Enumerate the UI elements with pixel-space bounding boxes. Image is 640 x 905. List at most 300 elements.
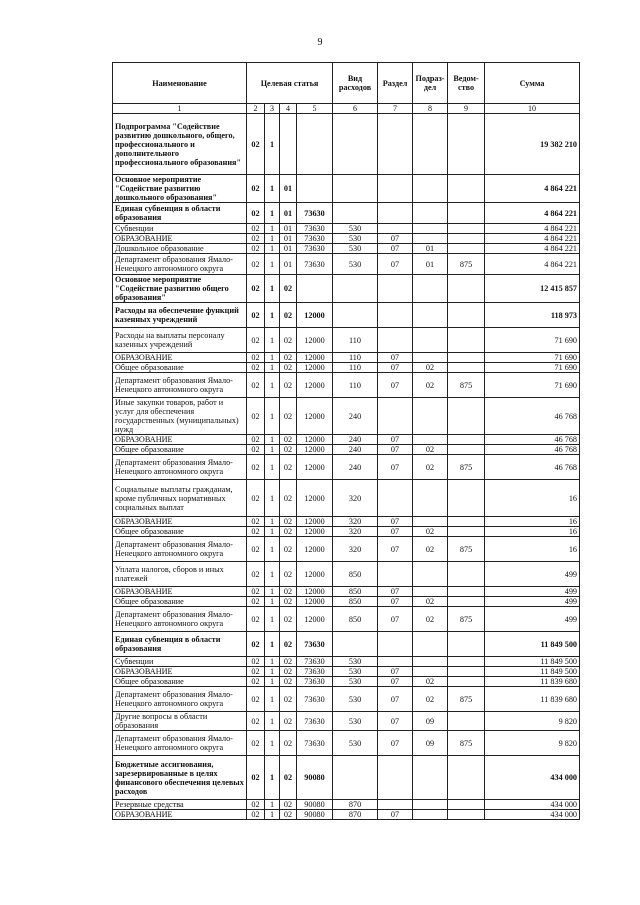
row-name: Общее образование (113, 597, 247, 607)
row-name: Общее образование (113, 527, 247, 537)
row-target-code-4: 12000 (297, 445, 333, 455)
row-name: Департамент образования Ямало-Ненецкого автономного округа (113, 373, 247, 398)
row-name: ОБРАЗОВАНИЕ (113, 353, 247, 363)
row-razdel (378, 175, 413, 203)
row-vid: 240 (333, 398, 378, 435)
column-index: 8 (413, 104, 448, 114)
row-razdel: 07 (378, 607, 413, 632)
row-target-code-2: 1 (265, 398, 280, 435)
row-target-code-3: 02 (280, 328, 297, 353)
row-name: Единая субвенция в области образования (113, 632, 247, 657)
row-vedomstvo (448, 398, 485, 435)
row-vid: 530 (333, 234, 378, 244)
row-name: ОБРАЗОВАНИЕ (113, 517, 247, 527)
row-vedomstvo (448, 712, 485, 731)
row-name: Общее образование (113, 445, 247, 455)
row-name: Расходы на обеспечение функций казенных учреждений (113, 303, 247, 328)
table-header-row (113, 63, 580, 104)
row-vedomstvo (448, 234, 485, 244)
table-row (113, 597, 580, 607)
table-row (113, 275, 580, 303)
row-target-code-1: 02 (247, 175, 265, 203)
row-target-code-1: 02 (247, 687, 265, 712)
row-podrazdel: 02 (413, 373, 448, 398)
row-target-code-2: 1 (265, 480, 280, 517)
row-vid: 240 (333, 445, 378, 455)
table-row (113, 657, 580, 667)
row-name: Департамент образования Ямало-Ненецкого автономного округа (113, 607, 247, 632)
row-target-code-2: 1 (265, 587, 280, 597)
row-podrazdel (413, 587, 448, 597)
row-razdel: 07 (378, 527, 413, 537)
row-name: Иные закупки товаров, работ и услуг для обеспечения государственных (муниципальных) нужд (113, 398, 247, 435)
row-vid: 320 (333, 480, 378, 517)
row-podrazdel (413, 632, 448, 657)
row-sum: 4 864 221 (485, 224, 580, 234)
row-sum: 4 864 221 (485, 175, 580, 203)
row-podrazdel: 01 (413, 254, 448, 275)
row-target-code-4: 73630 (297, 712, 333, 731)
column-index: 4 (280, 104, 297, 114)
row-target-code-1: 02 (247, 303, 265, 328)
row-target-code-2: 1 (265, 254, 280, 275)
row-sum: 11 849 500 (485, 657, 580, 667)
row-vid: 530 (333, 687, 378, 712)
row-target-code-3: 02 (280, 455, 297, 480)
row-target-code-4: 73630 (297, 244, 333, 254)
row-razdel (378, 756, 413, 800)
row-name: Общее образование (113, 363, 247, 373)
row-vedomstvo (448, 445, 485, 455)
row-sum: 4 864 221 (485, 244, 580, 254)
row-vedomstvo: 875 (448, 373, 485, 398)
row-vid: 110 (333, 373, 378, 398)
row-target-code-2: 1 (265, 353, 280, 363)
column-index: 10 (485, 104, 580, 114)
row-sum: 71 690 (485, 363, 580, 373)
row-razdel (378, 275, 413, 303)
row-razdel: 07 (378, 244, 413, 254)
row-razdel (378, 800, 413, 810)
table-row (113, 224, 580, 234)
row-name: Единая субвенция в области образования (113, 203, 247, 224)
row-sum: 71 690 (485, 353, 580, 363)
row-razdel: 07 (378, 517, 413, 527)
table-row (113, 537, 580, 562)
row-podrazdel: 09 (413, 731, 448, 756)
row-target-code-3: 02 (280, 517, 297, 527)
row-target-code-2: 1 (265, 517, 280, 527)
row-sum: 12 415 857 (485, 275, 580, 303)
row-target-code-2: 1 (265, 756, 280, 800)
row-target-code-1: 02 (247, 756, 265, 800)
row-sum: 434 000 (485, 810, 580, 820)
row-target-code-4: 73630 (297, 632, 333, 657)
row-target-code-2: 1 (265, 667, 280, 677)
row-vedomstvo (448, 667, 485, 677)
row-target-code-4: 90080 (297, 800, 333, 810)
row-sum: 11 839 680 (485, 687, 580, 712)
row-target-code-1: 02 (247, 597, 265, 607)
row-podrazdel (413, 328, 448, 353)
row-vedomstvo (448, 328, 485, 353)
row-sum: 499 (485, 562, 580, 587)
row-vid: 530 (333, 244, 378, 254)
row-razdel (378, 303, 413, 328)
row-target-code-4: 12000 (297, 527, 333, 537)
row-target-code-3: 02 (280, 632, 297, 657)
row-podrazdel: 02 (413, 687, 448, 712)
row-name: ОБРАЗОВАНИЕ (113, 587, 247, 597)
row-target-code-3: 01 (280, 224, 297, 234)
row-vid: 110 (333, 363, 378, 373)
row-razdel: 07 (378, 254, 413, 275)
row-podrazdel (413, 657, 448, 667)
table-row (113, 517, 580, 527)
row-target-code-3: 01 (280, 203, 297, 224)
row-podrazdel (413, 175, 448, 203)
table-row (113, 810, 580, 820)
row-target-code-1: 02 (247, 731, 265, 756)
row-vid: 850 (333, 607, 378, 632)
row-vid: 850 (333, 562, 378, 587)
row-sum: 9 820 (485, 712, 580, 731)
row-target-code-3: 02 (280, 800, 297, 810)
row-vedomstvo (448, 275, 485, 303)
row-target-code-4 (297, 275, 333, 303)
row-target-code-3: 02 (280, 667, 297, 677)
row-razdel: 07 (378, 373, 413, 398)
row-target-code-4: 12000 (297, 373, 333, 398)
table-row (113, 435, 580, 445)
row-target-code-1: 02 (247, 562, 265, 587)
row-vid: 110 (333, 353, 378, 363)
page-number: 9 (317, 37, 323, 48)
row-podrazdel (413, 810, 448, 820)
row-podrazdel (413, 435, 448, 445)
row-target-code-2: 1 (265, 224, 280, 234)
row-name: Департамент образования Ямало-Ненецкого автономного округа (113, 455, 247, 480)
row-sum: 19 382 210 (485, 114, 580, 175)
row-target-code-1: 02 (247, 373, 265, 398)
row-target-code-2: 1 (265, 455, 280, 480)
row-razdel: 07 (378, 677, 413, 687)
row-target-code-4: 12000 (297, 435, 333, 445)
row-target-code-1: 02 (247, 587, 265, 597)
row-target-code-1: 02 (247, 244, 265, 254)
row-target-code-3: 01 (280, 244, 297, 254)
table-row (113, 756, 580, 800)
row-name: Департамент образования Ямало-Ненецкого автономного округа (113, 254, 247, 275)
row-vedomstvo: 875 (448, 607, 485, 632)
row-target-code-2: 1 (265, 303, 280, 328)
row-vid: 530 (333, 254, 378, 275)
row-target-code-2: 1 (265, 363, 280, 373)
row-podrazdel (413, 667, 448, 677)
row-razdel: 07 (378, 597, 413, 607)
row-target-code-4: 12000 (297, 328, 333, 353)
row-target-code-2: 1 (265, 677, 280, 687)
row-podrazdel (413, 203, 448, 224)
row-target-code-3: 01 (280, 175, 297, 203)
row-target-code-1: 02 (247, 353, 265, 363)
row-razdel (378, 562, 413, 587)
row-target-code-4: 73630 (297, 224, 333, 234)
table-row (113, 677, 580, 687)
row-target-code-4 (297, 175, 333, 203)
row-target-code-3: 02 (280, 756, 297, 800)
row-name: Социальные выплаты гражданам, кроме публичных нормативных социальных выплат (113, 480, 247, 517)
row-target-code-1: 02 (247, 480, 265, 517)
row-target-code-4: 73630 (297, 667, 333, 677)
row-podrazdel (413, 303, 448, 328)
row-sum: 499 (485, 607, 580, 632)
header-summa: Сумма (485, 63, 580, 104)
row-target-code-3: 02 (280, 597, 297, 607)
table-row (113, 254, 580, 275)
row-target-code-4: 73630 (297, 687, 333, 712)
row-sum: 9 820 (485, 731, 580, 756)
row-podrazdel: 02 (413, 537, 448, 562)
row-target-code-4: 73630 (297, 657, 333, 667)
row-target-code-2: 1 (265, 687, 280, 712)
row-vid (333, 632, 378, 657)
row-razdel (378, 224, 413, 234)
row-target-code-1: 02 (247, 254, 265, 275)
row-target-code-1: 02 (247, 527, 265, 537)
row-razdel: 07 (378, 445, 413, 455)
row-name: Субвенции (113, 657, 247, 667)
row-target-code-3: 01 (280, 234, 297, 244)
row-podrazdel (413, 398, 448, 435)
row-vid: 320 (333, 537, 378, 562)
row-target-code-1: 02 (247, 537, 265, 562)
row-vedomstvo (448, 114, 485, 175)
row-target-code-3: 02 (280, 657, 297, 667)
row-target-code-4: 73630 (297, 203, 333, 224)
row-target-code-3: 02 (280, 562, 297, 587)
row-target-code-2: 1 (265, 328, 280, 353)
row-vid: 870 (333, 800, 378, 810)
row-vid: 530 (333, 224, 378, 234)
row-target-code-1: 02 (247, 657, 265, 667)
row-razdel: 07 (378, 353, 413, 363)
row-target-code-1: 02 (247, 398, 265, 435)
row-sum: 71 690 (485, 373, 580, 398)
row-podrazdel: 02 (413, 607, 448, 632)
row-target-code-3: 02 (280, 731, 297, 756)
table-row (113, 175, 580, 203)
row-vid: 320 (333, 517, 378, 527)
row-vedomstvo (448, 756, 485, 800)
header-vedomstvo: Ведом-ство (448, 63, 485, 104)
row-target-code-2: 1 (265, 275, 280, 303)
row-name: Основное мероприятие "Содействие развитию дошкольного образования" (113, 175, 247, 203)
row-podrazdel (413, 756, 448, 800)
row-razdel (378, 480, 413, 517)
table-row (113, 328, 580, 353)
row-target-code-4: 90080 (297, 810, 333, 820)
row-sum: 4 864 221 (485, 203, 580, 224)
row-vid: 530 (333, 657, 378, 667)
row-target-code-1: 02 (247, 632, 265, 657)
row-vid: 530 (333, 677, 378, 687)
header-podrazdel: Подраз-дел (413, 63, 448, 104)
row-name: Департамент образования Ямало-Ненецкого автономного округа (113, 687, 247, 712)
table-row (113, 373, 580, 398)
row-name: Другие вопросы в области образования (113, 712, 247, 731)
row-vid: 110 (333, 328, 378, 353)
row-target-code-2: 1 (265, 731, 280, 756)
row-target-code-4: 12000 (297, 303, 333, 328)
row-target-code-4: 12000 (297, 455, 333, 480)
row-sum: 434 000 (485, 756, 580, 800)
row-vedomstvo (448, 810, 485, 820)
row-target-code-4: 73630 (297, 254, 333, 275)
row-name: Субвенции (113, 224, 247, 234)
table-row (113, 480, 580, 517)
row-sum: 16 (485, 527, 580, 537)
row-vid (333, 203, 378, 224)
row-vedomstvo (448, 244, 485, 254)
row-vid: 530 (333, 667, 378, 677)
row-target-code-3: 02 (280, 687, 297, 712)
table-row (113, 562, 580, 587)
row-sum: 434 000 (485, 800, 580, 810)
row-target-code-4: 12000 (297, 480, 333, 517)
row-name: ОБРАЗОВАНИЕ (113, 435, 247, 445)
row-target-code-1: 02 (247, 712, 265, 731)
row-target-code-2: 1 (265, 435, 280, 445)
row-razdel: 07 (378, 363, 413, 373)
row-target-code-1: 02 (247, 435, 265, 445)
row-vedomstvo (448, 597, 485, 607)
row-sum: 16 (485, 537, 580, 562)
row-vid: 530 (333, 731, 378, 756)
row-target-code-3: 02 (280, 303, 297, 328)
row-vedomstvo: 875 (448, 254, 485, 275)
row-sum: 46 768 (485, 398, 580, 435)
row-target-code-3: 02 (280, 353, 297, 363)
header-razdel: Раздел (378, 63, 413, 104)
row-target-code-2: 1 (265, 537, 280, 562)
row-vedomstvo: 875 (448, 455, 485, 480)
row-razdel (378, 632, 413, 657)
row-target-code-4: 12000 (297, 597, 333, 607)
table-row (113, 234, 580, 244)
row-sum: 71 690 (485, 328, 580, 353)
row-target-code-3: 02 (280, 677, 297, 687)
row-sum: 16 (485, 517, 580, 527)
row-target-code-2: 1 (265, 114, 280, 175)
row-podrazdel (413, 562, 448, 587)
table-row (113, 527, 580, 537)
row-razdel (378, 114, 413, 175)
table-row (113, 203, 580, 224)
row-target-code-1: 02 (247, 328, 265, 353)
table-row (113, 687, 580, 712)
row-target-code-2: 1 (265, 800, 280, 810)
row-name: Департамент образования Ямало-Ненецкого автономного округа (113, 731, 247, 756)
row-target-code-3: 02 (280, 480, 297, 517)
row-target-code-2: 1 (265, 597, 280, 607)
row-razdel (378, 203, 413, 224)
row-target-code-4: 90080 (297, 756, 333, 800)
row-podrazdel (413, 800, 448, 810)
row-target-code-1: 02 (247, 363, 265, 373)
row-target-code-2: 1 (265, 234, 280, 244)
row-name: Общее образование (113, 677, 247, 687)
row-target-code-2: 1 (265, 657, 280, 667)
row-target-code-4: 73630 (297, 677, 333, 687)
header-vid: Вид расходов (333, 63, 378, 104)
table-row (113, 353, 580, 363)
row-vid (333, 275, 378, 303)
row-sum: 4 864 221 (485, 254, 580, 275)
row-target-code-2: 1 (265, 244, 280, 254)
row-name: Расходы на выплаты персоналу казенных учреждений (113, 328, 247, 353)
row-vid: 240 (333, 435, 378, 445)
row-sum: 46 768 (485, 445, 580, 455)
column-index: 2 (247, 104, 265, 114)
row-target-code-1: 02 (247, 203, 265, 224)
row-razdel: 07 (378, 455, 413, 480)
table-row (113, 607, 580, 632)
row-razdel: 07 (378, 712, 413, 731)
row-vedomstvo (448, 203, 485, 224)
row-target-code-3: 02 (280, 435, 297, 445)
row-podrazdel: 09 (413, 712, 448, 731)
row-target-code-4: 12000 (297, 562, 333, 587)
table-row (113, 712, 580, 731)
table-row (113, 114, 580, 175)
row-target-code-1: 02 (247, 677, 265, 687)
row-razdel: 07 (378, 731, 413, 756)
row-target-code-1: 02 (247, 275, 265, 303)
row-target-code-1: 02 (247, 517, 265, 527)
row-razdel: 07 (378, 667, 413, 677)
row-vedomstvo (448, 353, 485, 363)
row-target-code-4: 12000 (297, 607, 333, 632)
row-target-code-4: 12000 (297, 587, 333, 597)
row-sum: 16 (485, 480, 580, 517)
row-sum: 46 768 (485, 455, 580, 480)
row-target-code-1: 02 (247, 810, 265, 820)
row-vid: 870 (333, 810, 378, 820)
row-vedomstvo (448, 657, 485, 667)
row-podrazdel: 02 (413, 455, 448, 480)
column-index: 1 (113, 104, 247, 114)
row-name: Бюджетные ассигнования, зарезервированные в целях финансового обеспечения целевых расходов (113, 756, 247, 800)
table-row (113, 455, 580, 480)
row-target-code-2: 1 (265, 527, 280, 537)
row-podrazdel: 02 (413, 677, 448, 687)
row-vedomstvo (448, 224, 485, 234)
table-row (113, 398, 580, 435)
column-index: 6 (333, 104, 378, 114)
row-razdel (378, 328, 413, 353)
row-target-code-3: 02 (280, 607, 297, 632)
row-razdel: 07 (378, 435, 413, 445)
row-name: ОБРАЗОВАНИЕ (113, 234, 247, 244)
row-target-code-3: 02 (280, 810, 297, 820)
row-target-code-3: 02 (280, 373, 297, 398)
row-target-code-2: 1 (265, 445, 280, 455)
row-vedomstvo: 875 (448, 537, 485, 562)
row-podrazdel: 02 (413, 597, 448, 607)
row-vedomstvo (448, 632, 485, 657)
row-podrazdel (413, 234, 448, 244)
